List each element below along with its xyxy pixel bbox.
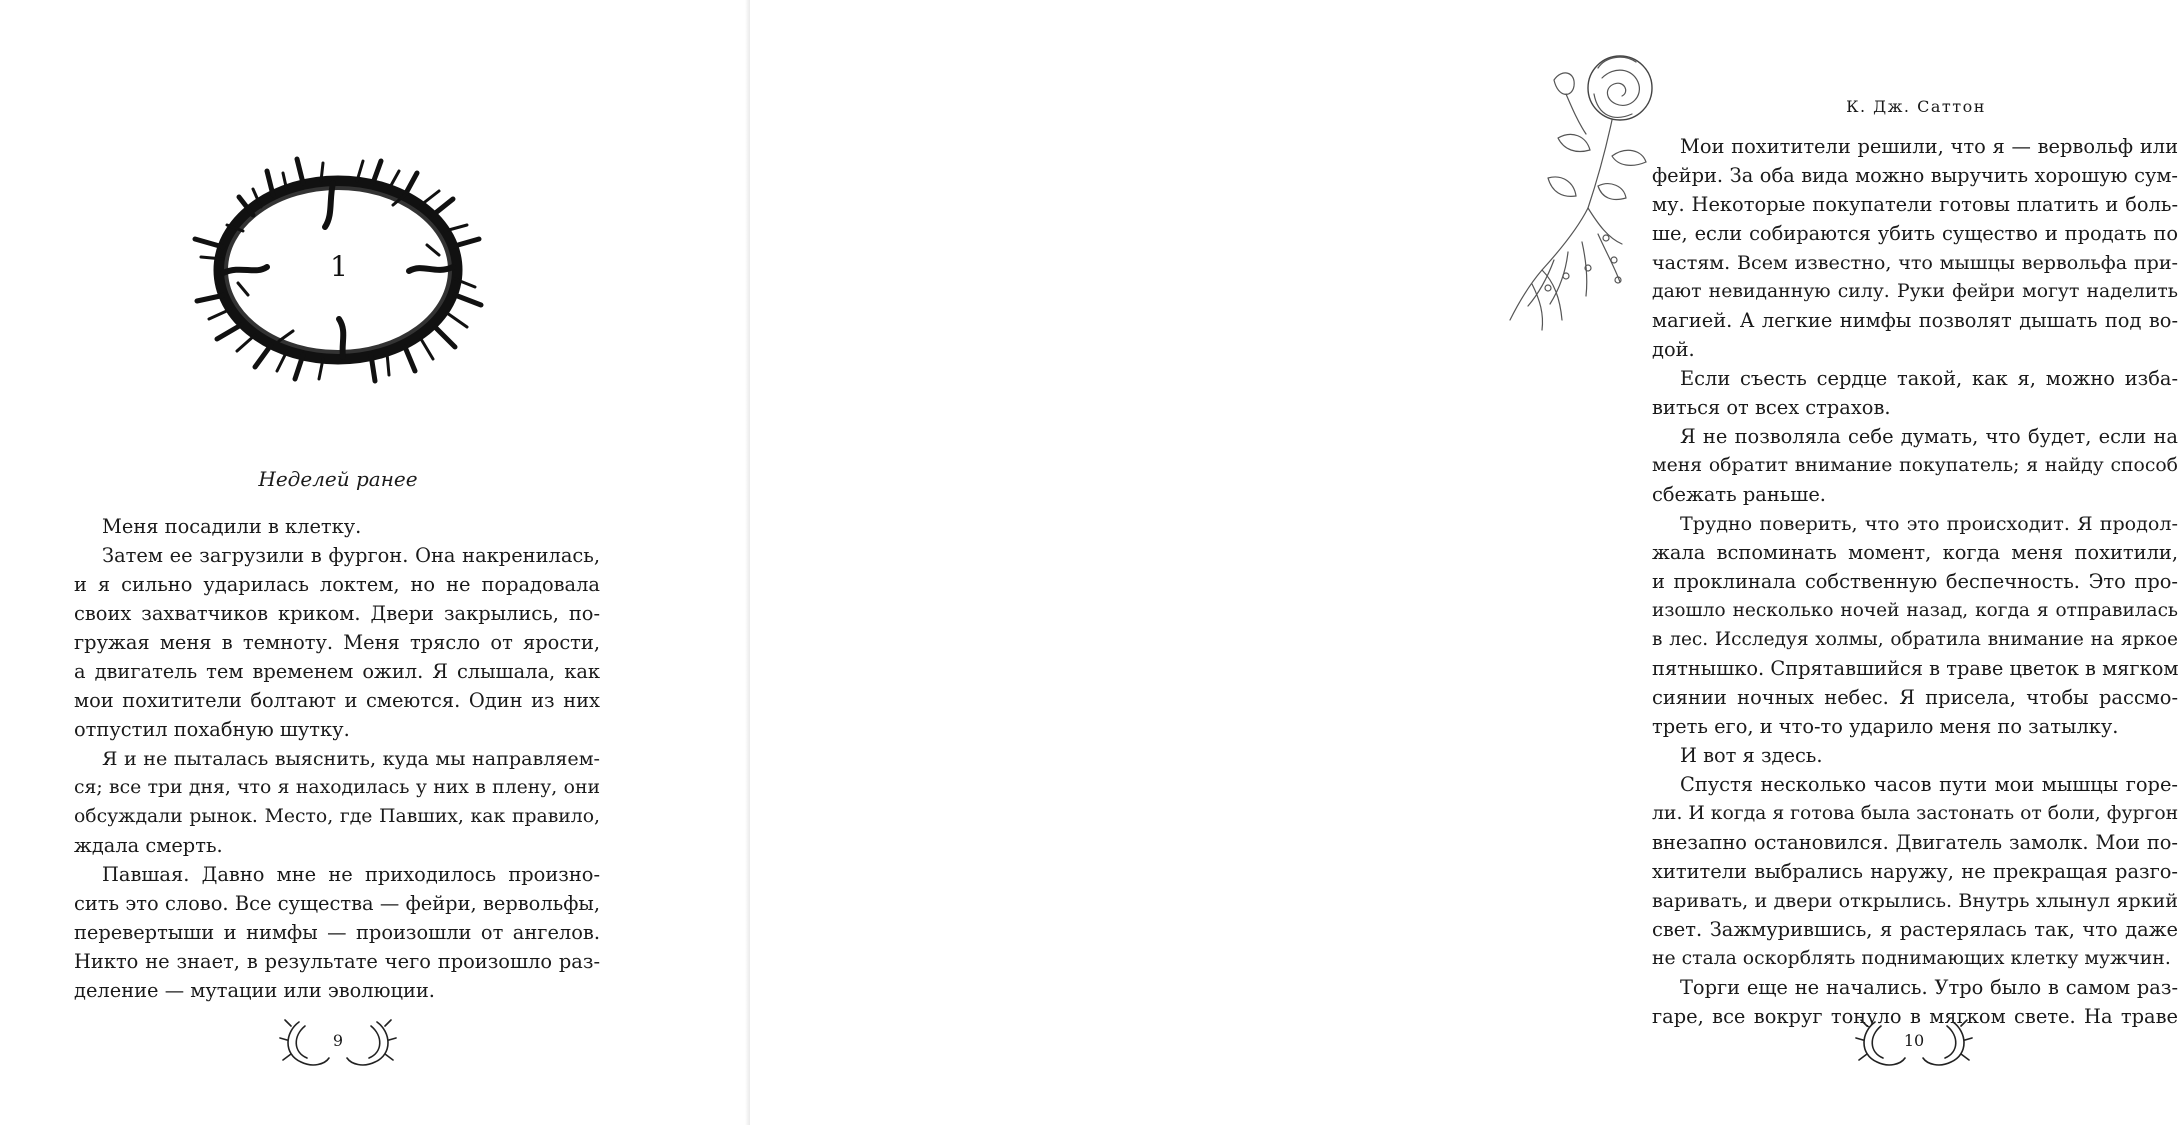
text-line: ждала смерть. (74, 834, 223, 857)
text-line: Если съесть сердце такой, как я, можно изба- (1680, 367, 2178, 390)
text-line: Павшая. Давно мне не приходилось произно- (102, 863, 600, 886)
text-line: дой. (1652, 338, 1695, 361)
page-number: 10 (1903, 1031, 1925, 1050)
text-line: И вот я здесь. (1680, 744, 1823, 767)
text-line: треть его, и что-то ударило меня по затылку. (1652, 715, 2119, 738)
chapter-number: 1 (330, 250, 348, 283)
text-line: жала вспоминать момент, когда меня похитили, (1652, 541, 2178, 564)
text-line: му. Некоторые покупатели готовы платить и боль- (1652, 193, 2178, 216)
text-line: свет. Зажмурившись, я растерялась так, что даже (1652, 918, 2178, 941)
text-line: внезапно остановился. Двигатель замолк. Мои по- (1652, 831, 2178, 854)
text-line: своих захватчиков криком. Двери закрылись, по- (74, 602, 600, 625)
text-line: частям. Всем известно, что мышцы вервольфа при- (1652, 251, 2178, 274)
text-line: пятнышко. Спрятавшийся в траве цветок в мягком (1652, 657, 2178, 680)
text-line: в лес. Исследуя холмы, обратила внимание на яркое (1652, 629, 2178, 650)
text-line: хитители выбрались наружу, не прекращая разго- (1652, 860, 2178, 883)
text-line: сиянии ночных небес. Я присела, чтобы рассмо- (1652, 686, 2178, 709)
text-line: магией. А легкие нимфы позволят дышать под во- (1652, 309, 2178, 332)
text-line: Трудно поверить, что это происходит. Я продол- (1680, 512, 2178, 535)
left-page (0, 0, 750, 1125)
text-line: отпустил похабную шутку. (74, 718, 350, 741)
text-line: а двигатель тем временем ожил. Я слышала, как (74, 660, 600, 683)
text-line: Никто не знает, в результате чего произошло раз- (74, 950, 600, 973)
text-line: Я не позволяла себе думать, что будет, если на (1680, 425, 2178, 448)
text-line: виться от всех страхов. (1652, 396, 1891, 419)
text-line: ся; все три дня, что я находилась у них в плену, они (74, 777, 600, 798)
text-line: меня обратит внимание покупатель; я найду способ (1652, 455, 2178, 476)
text-line: Затем ее загрузили в фургон. Она накренилась, (102, 544, 600, 567)
text-line: и я сильно ударилась локтем, но не порадовала (74, 573, 600, 596)
text-line: Спустя несколько часов пути мои мышцы горе- (1680, 773, 2178, 796)
page-number-ornament (1855, 1016, 1973, 1070)
page-number: 9 (332, 1031, 344, 1050)
text-line: деление — мутации или эволюции. (74, 979, 435, 1002)
text-line: гаре, все вокруг тонуло в мягком свете. На траве (1652, 1005, 2178, 1028)
text-line: ли. И когда я готова была застонать от боли, фургон (1652, 803, 2178, 824)
text-line: гружая меня в темноту. Меня трясло от ярости, (74, 631, 600, 654)
text-line: Меня посадили в клетку. (102, 515, 362, 538)
left-body-text (74, 512, 600, 1005)
right-body-text (1652, 132, 2178, 1031)
text-line: обсуждали рынок. Место, где Павших, как правило, (74, 806, 600, 827)
text-line: перевертыши и нимфы — произошли от ангелов. (74, 921, 600, 944)
text-line: Я и не пыталась выяснить, куда мы направляем- (102, 747, 600, 770)
skeleton-hand-rose-icon (1502, 38, 1674, 336)
text-line: мои похитители болтают и смеются. Один из них (74, 689, 600, 712)
chapter-subtitle: Неделей ранее (258, 467, 418, 491)
text-line: не стала оскорблять поднимающих клетку мужчин. (1652, 948, 2171, 969)
text-line: фейри. За оба вида можно выручить хорошую сум- (1652, 164, 2178, 187)
text-line: дают невиданную силу. Руки фейри могут наделить (1652, 281, 2178, 302)
text-line: ше, если собираются убить существо и продать по (1652, 222, 2178, 245)
text-line: сбежать раньше. (1652, 483, 1826, 506)
right-page (750, 0, 2178, 1125)
text-line: Торги еще не начались. Утро было в самом раз- (1680, 976, 2178, 999)
text-line: Мои похитители решили, что я — вервольф или (1680, 135, 2178, 158)
text-line: варивать, и двери открылись. Внутрь хлынул яркий (1652, 889, 2178, 912)
page-number-ornament (279, 1016, 397, 1070)
text-line: и проклинала собственную беспечность. Это про- (1652, 570, 2178, 593)
text-line: сить это слово. Все существа — фейри, вервольфы, (74, 892, 600, 915)
running-head-author: К. Дж. Саттон (1846, 97, 1986, 116)
text-line: изошло несколько ночей назад, когда я отправилась (1652, 600, 2178, 621)
